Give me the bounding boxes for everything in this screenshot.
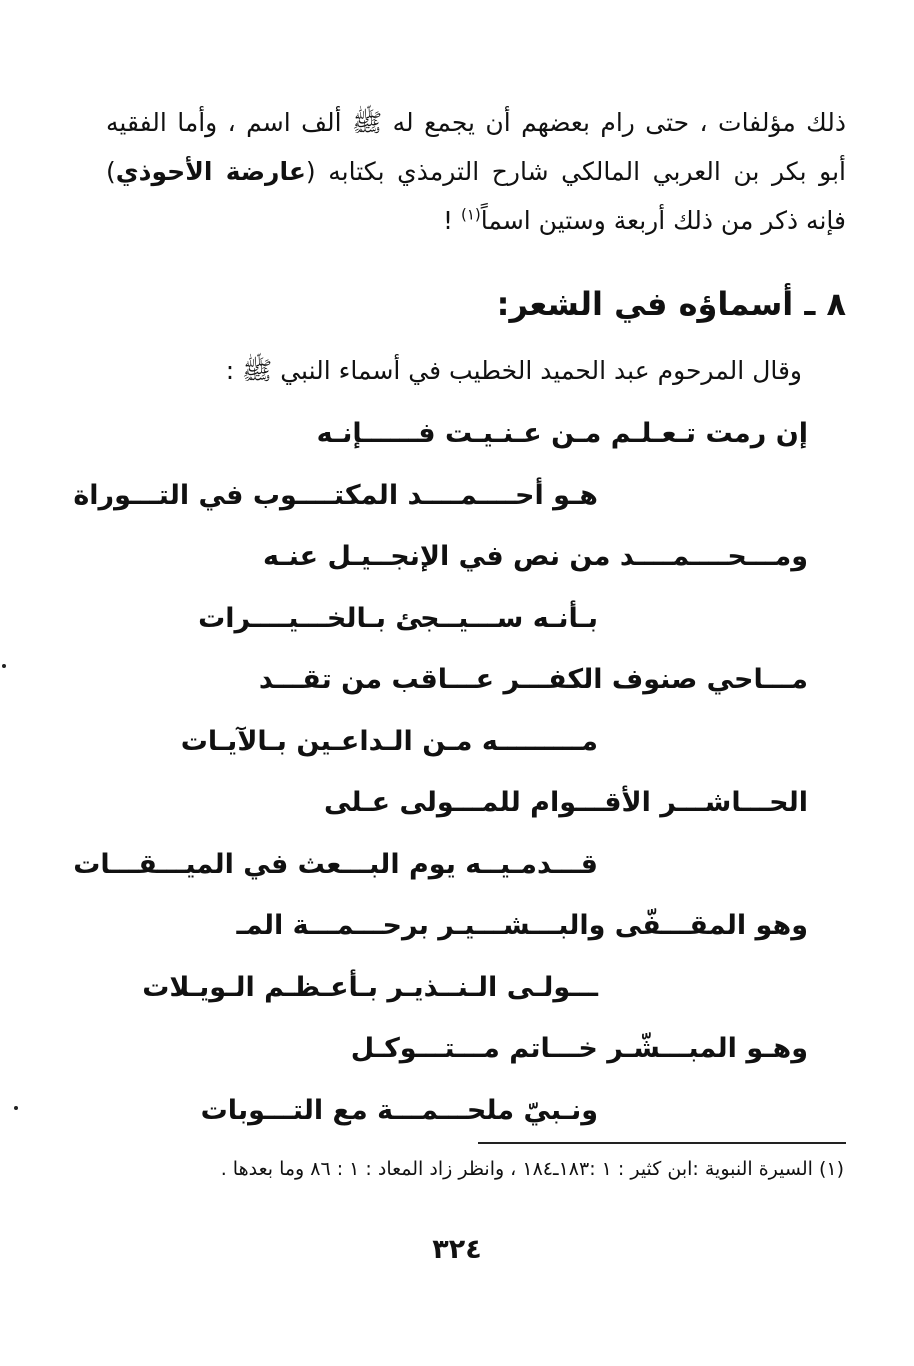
paragraph-text-part2: ) فإنه ذكر من ذلك أربعة وستين اسماً [106, 157, 846, 235]
verse-line: ـــولـى الـنــذيـر بـأعـظـم الـويـلات [142, 972, 598, 1003]
verse-line: قـــدمـيــه يوم البـــعث في الميـــقـــات [73, 849, 598, 880]
verse-line: ومـــحــــمــــد من نص في الإنجــيـل عنـه [263, 541, 808, 572]
footnote-divider [478, 1142, 846, 1144]
verse-line: ونـبيّ ملحـــمـــة مع التـــوبات [200, 1095, 598, 1126]
page-number: ٣٢٤ [432, 1234, 482, 1265]
scan-speck [14, 1106, 18, 1110]
verse-line: وهـو المبـــشّـر خـــاتم مـــتـــوكـل [350, 1033, 808, 1064]
verse-line: إن رمت تـعـلـم مـن عـنـيـت فــــــإنـه [316, 418, 808, 449]
footnote-reference[interactable]: (١) [460, 205, 481, 224]
verse-line: هـو أحــــمــــد المكتــــوب في التـــوراة [73, 480, 598, 511]
paragraph-text-part3: ! [443, 206, 461, 235]
poem-intro: وقال المرحوم عبد الحميد الخطيب في أسماء النبي ﷺ : [225, 356, 802, 385]
verse-line: الحـــاشـــر الأقـــوام للمـــولى عـلى [324, 787, 808, 818]
verse-line: بـأنـه ســـيــجئ بـالخـــيــــرات [198, 603, 598, 634]
footnote: (١) السيرة النبوية :ابن كثير : ١ :١٨٣ـ١٨٤ ، وانظر زاد المعاد : ١ : ٨٦ وما بعدها . [220, 1158, 844, 1180]
book-title: عارضة الأحوذي [115, 157, 306, 186]
verse-line: مـــــــــه مـن الـداعـين بـالآيـات [180, 726, 598, 757]
intro-paragraph [106, 98, 846, 245]
verse-line: مـــاحي صنوف الكفـــر عـــاقب من تقـــد [258, 664, 808, 695]
paragraph-text-part1: ذلك مؤلفات ، حتى رام بعضهم أن يجمع له ﷺ ألف اسم ، وأما الفقيه أبو بكر بن العربي المالكي شارح الترمذي بكتابه ( [106, 108, 846, 186]
verse-line: وهو المقـــفّى والبـــشـــيـر برحـــمـــة المـ [236, 910, 808, 941]
section-heading: ٨ ـ أسماؤه في الشعر: [496, 285, 846, 323]
scan-speck [2, 664, 6, 668]
